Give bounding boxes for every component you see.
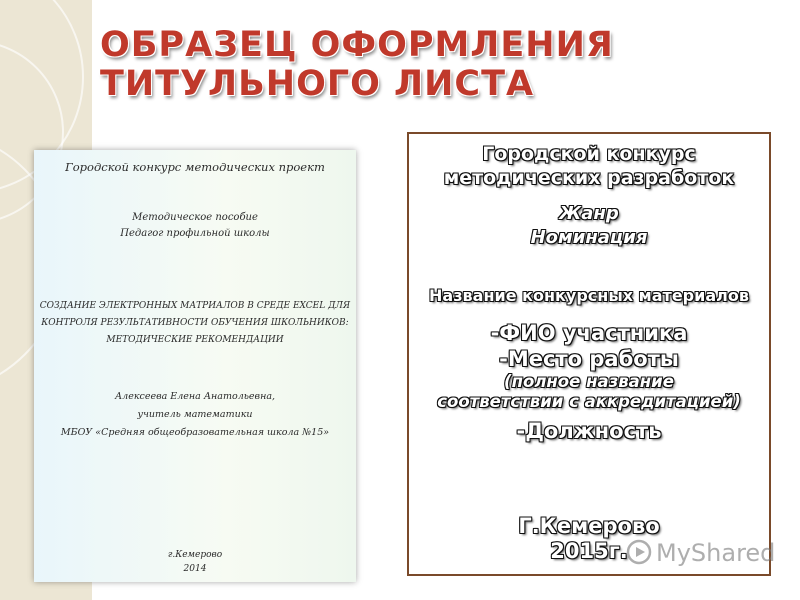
sample-year: 2014	[183, 564, 207, 574]
sample-title-line: КОНТРОЛЯ РЕЗУЛЬТАТИВНОСТИ ОБУЧЕНИЯ ШКОЛЬНИКОВ:	[41, 318, 349, 328]
sample-city: г.Кемерово	[167, 550, 223, 560]
heading-line-1: ОБРАЗЕЦ ОФОРМЛЕНИЯ	[100, 25, 614, 65]
sample-author-role: учитель математики	[137, 409, 253, 420]
template-position: -Должность	[516, 419, 662, 443]
template-year: 2015г.	[550, 539, 628, 563]
slide-heading	[100, 26, 660, 104]
sample-author-name: Алексеева Елена Анатольевна,	[114, 391, 276, 402]
sample-author-school: МБОУ «Средняя общеобразовательная школа №15»	[60, 427, 330, 438]
template-genre-nomination	[409, 202, 769, 250]
template-city: Г.Кемерово	[518, 514, 660, 538]
sample-title-page	[34, 150, 356, 582]
template-workplace-note-line: (полное название	[504, 372, 674, 391]
template-materials-title: Название конкурсных материалов	[429, 286, 749, 305]
template-nomination: Номинация	[530, 227, 648, 248]
template-contest-line: методических разработок	[443, 167, 735, 189]
sample-document-type	[34, 210, 356, 242]
sample-work-title	[34, 298, 356, 349]
sample-contest-name: Городской конкурс методических проект	[65, 160, 325, 174]
sample-title-line: МЕТОДИЧЕСКИЕ РЕКОМЕНДАЦИИ	[106, 335, 284, 345]
title-page-template-frame	[407, 132, 771, 576]
template-contest-name	[409, 142, 769, 190]
template-genre: Жанр	[559, 203, 619, 224]
sample-type-line: Методическое пособие	[132, 212, 258, 223]
template-workplace-note-line: соответствии с аккредитацией)	[437, 392, 741, 411]
myshared-watermark	[626, 536, 776, 570]
watermark-text: MyShared	[656, 539, 776, 567]
template-contest-line: Городской конкурс	[482, 143, 696, 165]
heading-line-2: ТИТУЛЬНОГО ЛИСТА	[100, 64, 535, 104]
sample-city-year	[34, 548, 356, 576]
template-workplace-note	[409, 372, 769, 412]
template-participant-block	[409, 320, 769, 372]
template-participant: -ФИО участника	[490, 321, 688, 345]
sample-author-block	[34, 388, 356, 442]
template-workplace: -Место работы	[499, 347, 679, 371]
myshared-logo-icon	[626, 539, 652, 565]
sample-title-line: СОЗДАНИЕ ЭЛЕКТРОННЫХ МАТРИАЛОВ В СРЕДЕ EXCEL ДЛЯ	[39, 301, 351, 311]
sample-type-line: Педагог профильной школы	[120, 228, 270, 239]
